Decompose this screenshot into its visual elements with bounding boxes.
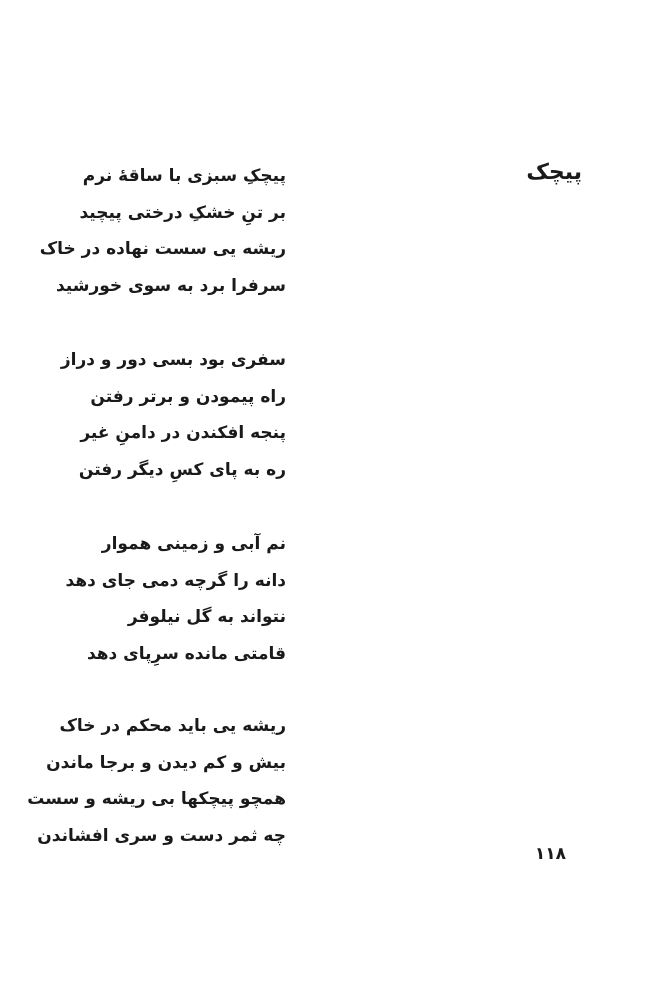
verse-line: دانه را گرچه دمی جای دهد xyxy=(65,570,286,591)
poem-title: پیچک xyxy=(526,160,582,185)
verse-line: ریشه یی باید محکم در خاک xyxy=(59,716,286,736)
stanza-4 xyxy=(27,708,286,854)
verse-line: سفری بود بسی دور و دراز xyxy=(60,350,286,370)
verse-line: سرفرا برد به سوی خورشید xyxy=(55,275,286,296)
verse-line: پیچکِ سبزی با ساقهٔ نرم xyxy=(82,166,286,186)
verse-line: راه پیمودن و برتر رفتن xyxy=(90,386,286,407)
stanza-3 xyxy=(66,526,286,672)
verse-line: بر تنِ خشکِ درختی پیچید xyxy=(79,202,286,223)
stanza-1 xyxy=(40,158,286,304)
verse-line: قامتی مانده سرِپای دهد xyxy=(86,643,286,664)
verse-line: چه ثمر دست و سری افشاندن xyxy=(37,825,286,846)
verse-line: ریشه یی سست نهاده در خاک xyxy=(39,239,286,259)
verse-line: همچو پیچکها بی ریشه و سست xyxy=(27,789,286,809)
verse-line: نم آبی و زمینی هموار xyxy=(101,534,286,554)
verse-line: ره به پای کسِ دیگر رفتن xyxy=(78,459,286,480)
verse-line: نتواند به گل نیلوفر xyxy=(127,607,286,627)
verse-line: بیش و کم دیدن و برجا ماندن xyxy=(46,752,286,773)
stanza-2 xyxy=(61,342,286,488)
verse-line: پنجه افکندن در دامنِ غیر xyxy=(80,423,286,443)
page-number: ۱۱۸ xyxy=(534,844,566,864)
